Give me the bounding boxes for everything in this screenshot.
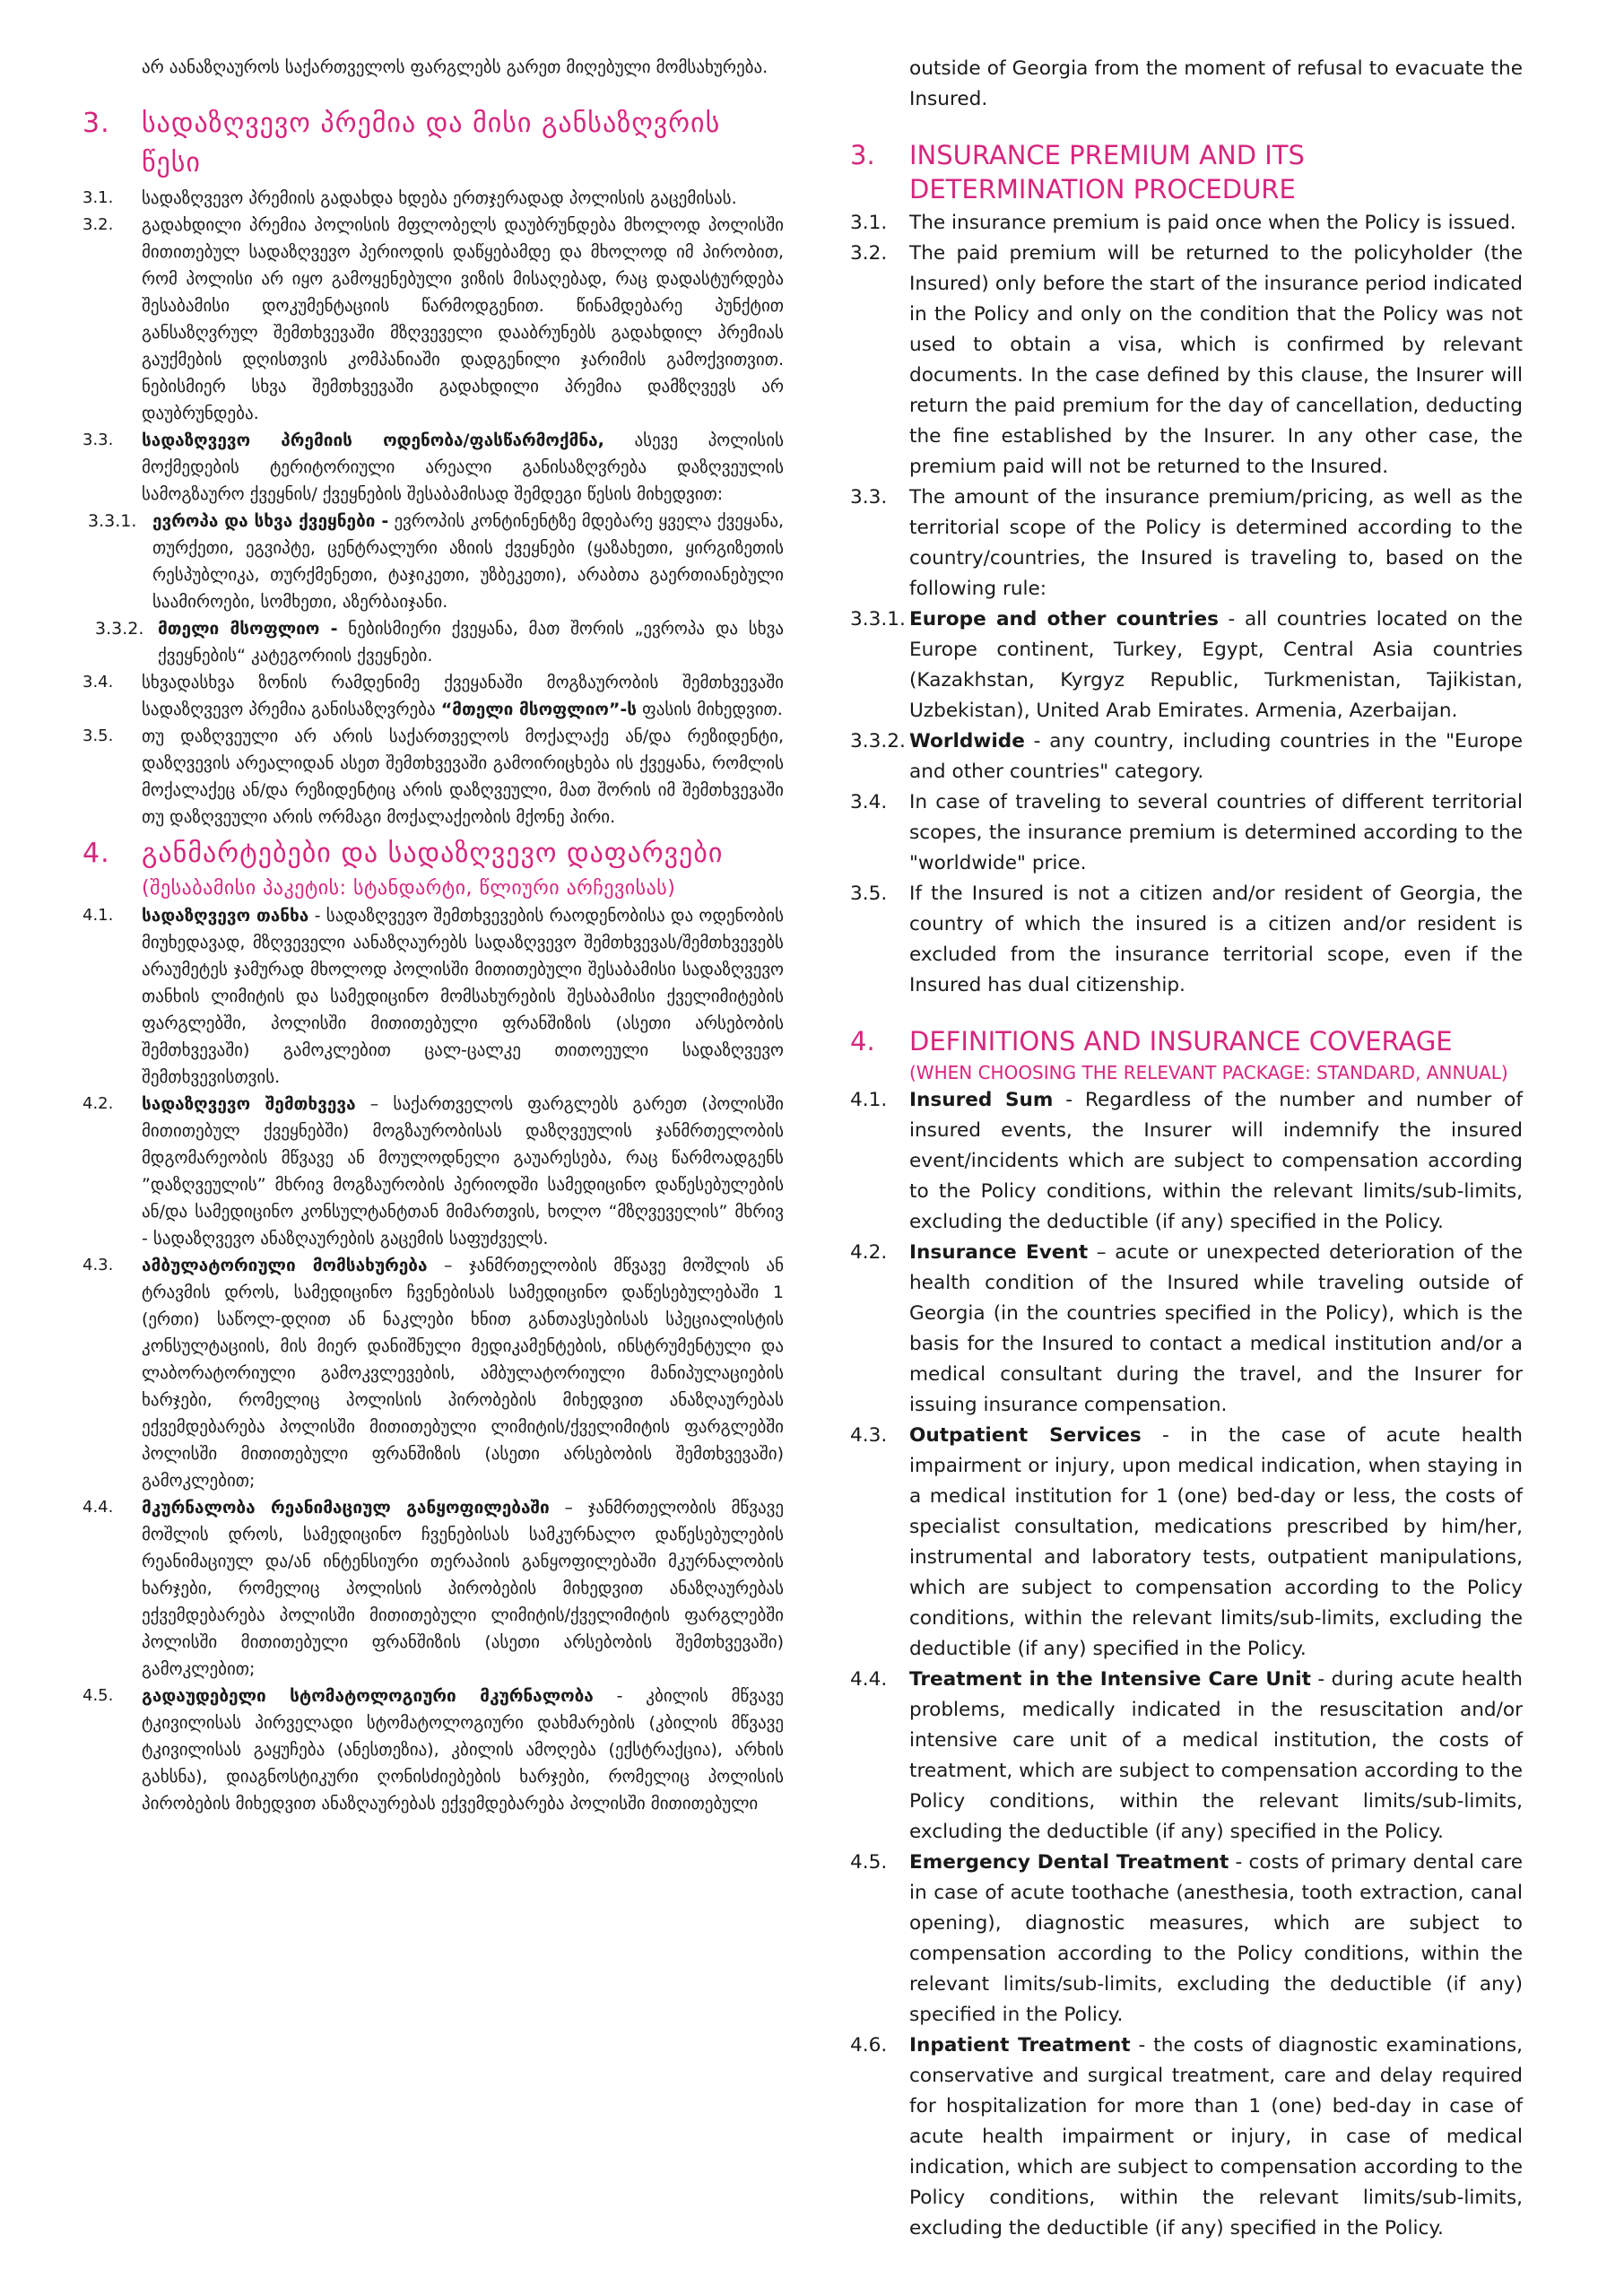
- clause-body: ევროპის კონტინენტზე მდებარე ყველა ქვეყანა, თურქეთი, ეგვიპტე, ცენტრალური აზიის ქვეყნები (ყაზახეთი, ყირგიზეთის რესპუბლიკა, თურქმენეთი, ტაჯიკეთი, უზბეკეთი), არაბთა გაერთიანებული საამიროები, სომხეთი, აზერბაიჯანი.: [152, 511, 785, 612]
- clause-4-4: [83, 1494, 784, 1683]
- clause-text: [142, 669, 784, 723]
- clause-text: [142, 1091, 784, 1252]
- section-4-heading: [850, 1024, 1523, 1058]
- clause-text: [152, 508, 784, 615]
- clause-body: - სადაზღვევო შემთხვევების რაოდენობისა და ოდენობის მიუხედავად, მზღვეველი აანაზღაურებს სადაზღვევო შემთხვევას/შემთხვევებს არაუმეტეს ჯამურად მხოლოდ პოლისში მითითებული შესაბამისი სადაზღვევო თანხის ლიმიტის და სამედიცინო მომსახურების შესაბამისი ქველიმიტების ფარგლებში, პოლისში მითითებული ფრანშიზის (ასეთი არსებობის შემთხვევაში) გამოკლებით ცალ-ცალკე თითოეული სადაზღვევო შემთხვევისთვის.: [142, 906, 784, 1087]
- clause-term: მთელი მსოფლიო -: [158, 619, 338, 639]
- clause-number: 3.3.1.: [850, 608, 906, 631]
- clause-term: Treatment in the Intensive Care Unit: [909, 1668, 1311, 1691]
- clause-number: 3.1.: [83, 188, 114, 207]
- clause-body: - any country, including countries in the "Europe and other countries" category.: [909, 730, 1523, 783]
- english-column: [850, 54, 1523, 2244]
- clause-3-2: [83, 212, 784, 427]
- section-4-subtitle: (შესაბამისი პაკეტის: სტანდარტი, წლიური არჩევისას): [142, 877, 676, 900]
- clause-text: If the Insured is not a citizen and/or resident of Georgia, the country of which the insured is a citizen and/or resident is excluded from the insurance territorial scope, even if the Insured has dual citizenship.: [909, 883, 1523, 996]
- clause-text: გადახდილი პრემია პოლისის მფლობელს დაუბრუნდება მხოლოდ პოლისში მითითებულ სადაზღვევო პერიოდის დაწყებამდე და მხოლოდ იმ პირობით, რომ პოლისი არ იყო გამოყენებული ვიზის მისაღებად, რაც დადასტურდება შესაბამისი დოკუმენტაციის წარმოდგენით. წინამდებარე პუნქტით განსაზღვრულ შემთხვევაში მზღვეველი დააბრუნებს გადახდილ პრემიას გაუქმების დღისთვის კომპანიაში დადგენილი ჯარიმის გამოქვითვით. ნებისმიერ სხვა შემთხვევაში გადახდილი პრემია დამზღვევს არ დაუბრუნდება.: [142, 215, 784, 423]
- clause-body: სხვადასხვა ზონის რამდენიმე ქვეყანაში მოგზაურობის შემთხვევაში სადაზღვევო პრემია განისაზღვრება: [142, 673, 784, 719]
- clause-4-2: [850, 1238, 1523, 1421]
- clause-body: - the costs of diagnostic examinations, conservative and surgical treatment, care and delay required for hospitalization for more than 1 (one) bed-day in case of acute health impairment or injury, in case of medical indication, which are subject to compensation according to the Policy conditions, within the relevant limits/sub-limits, excluding the deductible (if any) specified in the Policy.: [909, 2034, 1523, 2239]
- clause-term: Worldwide: [909, 730, 1025, 752]
- clause-number: 4.6.: [850, 2034, 888, 2057]
- clause-text: The paid premium will be returned to the policyholder (the Insured) only before the start of the insurance period indicated in the Policy and only on the condition that the Policy was not used to obtain a visa, which is confirmed by relevant documents. In the case defined by this clause, the Insurer will return the paid premium for the day of cancellation, deducting the fine established by the Insurer. In any other case, the premium paid will not be returned to the Insured.: [909, 242, 1523, 478]
- clause-number: 3.3.: [850, 486, 888, 509]
- section-number: 3.: [83, 108, 110, 139]
- clause-term: ევროპა და სხვა ქვეყნები -: [152, 511, 389, 531]
- clause-body: - in the case of acute health impairment or injury, upon medical indication, when staying in a medical institution for 1 (one) bed-day or less, the costs of specialist consultation, medications prescribed by him/her, instrumental and laboratory tests, outpatient manipulations, which are subject to compensation according to the Policy conditions, within the relevant limits/sub-limits, excluding the deductible (if any) specified in the Policy.: [909, 1424, 1523, 1660]
- section-number: 3.: [850, 140, 875, 170]
- section-title: DEFINITIONS AND INSURANCE COVERAGE: [909, 1026, 1453, 1057]
- clause-4-4: [850, 1665, 1523, 1848]
- clause-term: სადაზღვევო თანხა: [142, 906, 309, 926]
- clause-3-2: [850, 239, 1523, 483]
- clause-4-6: [850, 2031, 1523, 2244]
- clause-3-3-2: [850, 726, 1523, 787]
- clause-number: 4.5.: [850, 1851, 888, 1874]
- clause-4-2: [83, 1091, 784, 1252]
- clause-number: 3.5.: [83, 726, 114, 745]
- clause-number: 4.1.: [850, 1089, 888, 1111]
- clause-text: [909, 1665, 1523, 1848]
- clause-term: სადაზღვევო პრემიის ოდენობა/ფასწარმოქმნა,: [142, 430, 604, 450]
- clause-number: 3.1.: [850, 212, 888, 234]
- clause-body: - all countries located on the Europe continent, Turkey, Egypt, Central Asia countries (Kazakhstan, Kyrgyz Republic, Turkmenistan, Tajikistan, Uzbekistan), United Arab Emirates. Armenia, Azerbaijan.: [909, 608, 1524, 722]
- clause-number: 4.5.: [83, 1686, 114, 1705]
- clause-text: [142, 902, 784, 1091]
- clause-text: [909, 726, 1523, 787]
- clause-term: Insured Sum: [909, 1089, 1054, 1111]
- clause-term: მკურნალობა რეანიმაციულ განყოფილებაში: [142, 1498, 550, 1518]
- clause-number: 3.4.: [83, 673, 114, 691]
- clause-number: 4.2.: [83, 1094, 114, 1113]
- clause-text: The amount of the insurance premium/pricing, as well as the territorial scope of the Policy is determined according to the country/countries, the Insured is traveling to, based on the following rule:: [909, 486, 1523, 600]
- clause-number: 3.3.1.: [88, 511, 137, 531]
- section-number: 4.: [850, 1026, 875, 1057]
- clause-term: Emergency Dental Treatment: [909, 1851, 1229, 1874]
- section-4-heading: [83, 834, 784, 874]
- clause-number: 3.4.: [850, 791, 888, 813]
- clause-3-3-1: [88, 508, 784, 615]
- clause-4-3: [83, 1252, 784, 1494]
- clause-number: 3.3.2.: [95, 619, 144, 639]
- clause-3-5: [83, 723, 784, 831]
- clause-body: - Regardless of the number and number of insured events, the Insurer will indemnify the insured event/incidents which are subject to compensation according to the Policy conditions, within the relevant limits/sub-limits, excluding the deductible (if any) specified in the Policy.: [909, 1089, 1523, 1233]
- intro-continuation: არ აანაზღაუროს საქართველოს ფარგლებს გარეთ მიღებული მომსახურება.: [142, 57, 769, 77]
- clause-term: Insurance Event: [909, 1241, 1089, 1264]
- section-4-subtitle: (WHEN CHOOSING THE RELEVANT PACKAGE: STANDARD, ANNUAL): [909, 1062, 1508, 1083]
- clause-text: [909, 604, 1523, 726]
- clause-3-1: [83, 185, 784, 212]
- clause-text: [909, 1421, 1523, 1665]
- clause-number: 4.1.: [83, 906, 114, 925]
- clause-4-3: [850, 1421, 1523, 1665]
- clause-body: – ჯანმრთელობის მწვავე მოშლის დროს, სამედიცინო ჩვენებისას სამკურნალო დაწესებულების რეანიმაციულ და/ან ინტენსიური თერაპიის განყოფილებაში მკურნალობის ხარჯები, რომელიც პოლისის პირობების მიხედვით ანაზღაურებას ექვემდებარება პოლისში მითითებული ლიმიტის/ქველიმიტის ფარგლებში პოლისში მითითებული ფრანშიზის (ასეთი არსებობის შემთხვევაში) გამოკლებით;: [142, 1498, 785, 1679]
- clause-text: თუ დაზღვეული არ არის საქართველოს მოქალაქე ან/და რეზიდენტი, დაზღვევის არეალიდან ასეთ შემთხვევაში გამოირიცხება ის ქვეყანა, რომლის მოქალაქეც ან/და რეზიდენტიც არის დაზღვეული, მათ შორის იმ შემთხვევაში თუ დაზღვეული არის ორმაგი მოქალაქეობის მქონე პირი.: [142, 726, 784, 827]
- clause-number: 4.2.: [850, 1241, 888, 1264]
- clause-term: გადაუდებელი სტომატოლოგიური მკურნალობა: [142, 1686, 594, 1706]
- clause-text: [909, 1085, 1523, 1238]
- clause-number: 3.5.: [850, 883, 888, 905]
- clause-number: 4.4.: [850, 1668, 888, 1691]
- clause-text: [909, 1238, 1523, 1421]
- clause-number: 4.3.: [850, 1424, 888, 1447]
- clause-body: - during acute health problems, medically indicated in the resuscitation and/or intensive care unit of a medical institution, the costs of treatment, which are subject to compensation according to the Policy conditions, within the relevant limits/sub-limits, excluding the deductible (if any) specified in the Policy.: [909, 1668, 1523, 1843]
- clause-3-3: [850, 483, 1523, 604]
- section-title: სადაზღვევო პრემია და მისი განსაზღვრის წესი: [142, 108, 721, 178]
- clause-term: ამბულატორიული მომსახურება: [142, 1256, 428, 1275]
- section-title: განმარტებები და სადაზღვევო დაფარვები: [142, 838, 724, 869]
- clause-4-5: [83, 1683, 784, 1817]
- clause-3-4: [850, 787, 1523, 879]
- clause-body: - costs of primary dental care in case of acute toothache (anesthesia, tooth extraction, canal opening), diagnostic measures, which are subject to compensation according to the Policy conditions, within the relevant limits/sub-limits, excluding the deductible (if any) specified in the Policy.: [909, 1851, 1523, 2026]
- clause-3-1: [850, 208, 1523, 239]
- clause-text: In case of traveling to several countries of different territorial scopes, the insurance premium is determined according to the "worldwide" price.: [909, 791, 1523, 874]
- clause-number: 3.3.: [83, 430, 114, 449]
- clause-text: სადაზღვევო პრემიის გადახდა ხდება ერთჯერადად პოლისის გაცემისას.: [142, 188, 737, 208]
- clause-number: 3.2.: [83, 215, 114, 234]
- clause-body: – ჯანმრთელობის მწვავე მოშლის ან ტრავმის დროს, სამედიცინო ჩვენებისას სამედიცინო დაწესებულებაში 1 (ერთი) საწოლ-დღით ან ნაკლები ხნით განთავსებისას სპეციალისტის კონსულტაციის, მის მიერ დანიშნული მედიკამენტების, ინსტრუმენტული და ლაბორატორიული გამოკვლევების, ამბულატორიული მანიპულაციების ხარჯები, რომელიც პოლისის პირობების მიხედვით ანაზღაურებას ექვემდებარება პოლისში მითითებული ლიმიტის/ქველიმიტის ფარგლებში პოლისში მითითებული ფრანშიზის (ასეთი არსებობის შემთხვევაში) გამოკლებით;: [142, 1256, 784, 1491]
- section-3-heading: [83, 104, 784, 183]
- clause-number: 4.4.: [83, 1498, 114, 1517]
- clause-term: “მთელი მსოფლიო”-ს: [440, 700, 638, 719]
- clause-text: [909, 2031, 1523, 2244]
- clause-body-end: ფასის მიხედვით.: [637, 700, 783, 719]
- clause-3-3: [83, 427, 784, 508]
- clause-3-3-2: [95, 615, 784, 669]
- clause-3-5: [850, 879, 1523, 1001]
- clause-text: [909, 1848, 1523, 2031]
- clause-term: Inpatient Treatment: [909, 2034, 1131, 2057]
- clause-body: - კბილის მწვავე ტკივილისას პირველადი სტომატოლოგიური დახმარების (კბილის მწვავე ტკივილისას გაყუჩება (ანესთეზია), კბილის ამოღება (ექსტრაქცია), არხის გახსნა), დიაგნოსტიკური ღონისძიებების ხარჯები, რომელიც პოლისის პირობების მიხედვით ანაზღაურებას ექვემდებარება პოლისში მითითებული: [142, 1686, 784, 1813]
- clause-4-5: [850, 1848, 1523, 2031]
- section-3-heading: [850, 138, 1523, 206]
- clause-text: [158, 615, 784, 669]
- clause-term: Europe and other countries: [909, 608, 1219, 631]
- clause-body: – საქართველოს ფარგლებს გარეთ (პოლისში მითითებულ ქვეყნებში) მოგზაურობისას დაზღვეულის ჯანმრთელობის მდგომარეობის მწვავე ან მოულოდნელი გაუარესება, რაც წარმოადგენს ”დაზღვეულის” მხრივ მოგზაურობის პერიოდში სამედიცინო დაწესებულების ან/და სამედიცინო კონსულტანტთან მიმართვის, ხოლო “მზღვეველის” მხრივ - სადაზღვევო ანაზღაურების გაცემის საფუძველს.: [142, 1094, 784, 1248]
- clause-3-4: [83, 669, 784, 723]
- intro-continuation: outside of Georgia from the moment of refusal to evacuate the Insured.: [909, 57, 1523, 110]
- clause-4-1: [83, 902, 784, 1091]
- section-title: INSURANCE PREMIUM AND ITS DETERMINATION PROCEDURE: [909, 140, 1305, 204]
- clause-term: სადაზღვევო შემთხვევა: [142, 1094, 356, 1114]
- clause-term: Outpatient Services: [909, 1424, 1142, 1447]
- clause-4-1: [850, 1085, 1523, 1238]
- clause-body: ნებისმიერი ქვეყანა, მათ შორის „ევროპა და სხვა ქვეყნების“ კატეგორიის ქვეყნები.: [158, 619, 784, 665]
- clause-body: ასევე პოლისის მოქმედების ტერიტორიული არეალი განისაზღვრება დაზღვეულის სამოგზაურო ქვეყნის/ ქვეყნების შესაბამისად შემდეგი წესის მიხედვით:: [142, 430, 784, 504]
- clause-body: – acute or unexpected deterioration of the health condition of the Insured while traveling outside of Georgia (in the countries specified in the Policy), which is the basis for the Insured to contact a medical institution and/or a medical consultant during the travel, and the Insurer for issuing insurance compensation.: [909, 1241, 1523, 1416]
- clause-text: [142, 1494, 784, 1683]
- clause-number: 3.2.: [850, 242, 888, 265]
- section-number: 4.: [83, 838, 110, 869]
- clause-number: 3.3.2.: [850, 730, 906, 752]
- clause-text: [142, 1683, 784, 1817]
- clause-text: [142, 427, 784, 508]
- georgian-column: [83, 54, 784, 1817]
- clause-number: 4.3.: [83, 1256, 114, 1274]
- clause-text: The insurance premium is paid once when the Policy is issued.: [909, 212, 1516, 234]
- clause-text: [142, 1252, 784, 1494]
- clause-3-3-1: [850, 604, 1523, 726]
